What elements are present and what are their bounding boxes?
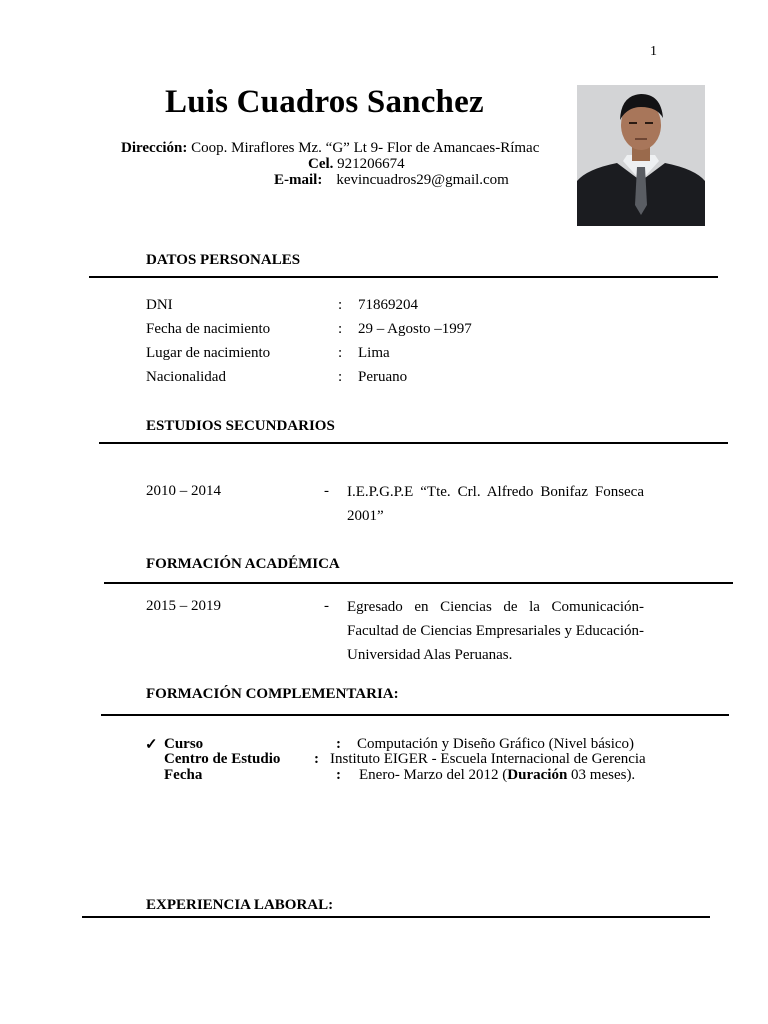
nationality-label: Nacionalidad bbox=[146, 369, 226, 385]
birthplace-separator: : bbox=[338, 345, 343, 361]
dni-value: 71869204 bbox=[358, 297, 418, 313]
section-title-formacion-complementaria: FORMACIÓN COMPLEMENTARIA: bbox=[146, 686, 399, 702]
candidate-name: Luis Cuadros Sanchez bbox=[165, 84, 484, 120]
section-title-formacion-academica: FORMACIÓN ACADÉMICA bbox=[146, 556, 340, 572]
secondary-period: 2010 – 2014 bbox=[146, 483, 221, 499]
dni-separator: : bbox=[338, 297, 343, 313]
study-center-label: Centro de Estudio bbox=[164, 751, 281, 767]
course-value: Computación y Diseño Gráfico (Nivel básico) bbox=[357, 736, 635, 752]
duration-value: 03 meses). bbox=[567, 767, 636, 783]
date-label: Fecha bbox=[164, 767, 203, 783]
course-label: Curso bbox=[164, 736, 204, 752]
address-line bbox=[121, 140, 539, 157]
section-title-experiencia-laboral: EXPERIENCIA LABORAL: bbox=[146, 897, 334, 913]
section-divider bbox=[89, 276, 718, 278]
academic-dash: - bbox=[324, 598, 329, 614]
academic-description: Egresado en Ciencias de la Comunicación- Facultad de Ciencias Empresariales y Educación- Universidad Alas Peruanas. bbox=[347, 599, 644, 663]
duration-label: Duración bbox=[507, 767, 568, 783]
checkmark-icon: ✓ bbox=[145, 737, 158, 753]
phone-label: Cel. bbox=[308, 156, 334, 172]
phone-line bbox=[308, 156, 405, 173]
email-value: kevincuadros29@gmail.com bbox=[336, 172, 509, 188]
portrait-image bbox=[577, 85, 705, 226]
profile-photo bbox=[577, 85, 705, 226]
date-separator: : bbox=[336, 767, 341, 783]
email-label: E-mail: bbox=[274, 172, 323, 188]
nationality-value: Peruano bbox=[358, 369, 408, 385]
secondary-school: I.E.P.G.P.E “Tte. Crl. Alfredo Bonifaz Fonseca 2001” bbox=[347, 484, 644, 524]
study-center-separator: : bbox=[314, 751, 319, 767]
birthplace-value: Lima bbox=[358, 345, 390, 361]
birthplace-label: Lugar de nacimiento bbox=[146, 345, 271, 361]
section-divider bbox=[104, 582, 733, 584]
address-label: Dirección: bbox=[121, 140, 188, 156]
study-center-value: Instituto EIGER - Escuela Internacional de Gerencia bbox=[330, 751, 646, 767]
section-divider bbox=[99, 442, 728, 444]
date-range: Enero- Marzo del 2012 ( bbox=[359, 767, 508, 783]
section-title-estudios-secundarios: ESTUDIOS SECUNDARIOS bbox=[146, 418, 335, 434]
secondary-dash: - bbox=[324, 483, 329, 499]
dni-label: DNI bbox=[146, 297, 173, 313]
date-value bbox=[359, 767, 635, 784]
birthdate-value: 29 – Agosto –1997 bbox=[358, 321, 472, 337]
section-title-datos-personales: DATOS PERSONALES bbox=[146, 252, 301, 268]
academic-period: 2015 – 2019 bbox=[146, 598, 221, 614]
page-number: 1 bbox=[650, 44, 657, 59]
email-line bbox=[274, 172, 509, 189]
address-value: Coop. Miraflores Mz. “G” Lt 9- Flor de Amancaes-Rímac bbox=[191, 140, 540, 156]
birthdate-separator: : bbox=[338, 321, 343, 337]
phone-value: 921206674 bbox=[337, 156, 405, 172]
course-separator: : bbox=[336, 736, 341, 752]
nationality-separator: : bbox=[338, 369, 343, 385]
section-divider bbox=[101, 714, 729, 716]
section-divider bbox=[82, 916, 710, 918]
birthdate-label: Fecha de nacimiento bbox=[146, 321, 271, 337]
